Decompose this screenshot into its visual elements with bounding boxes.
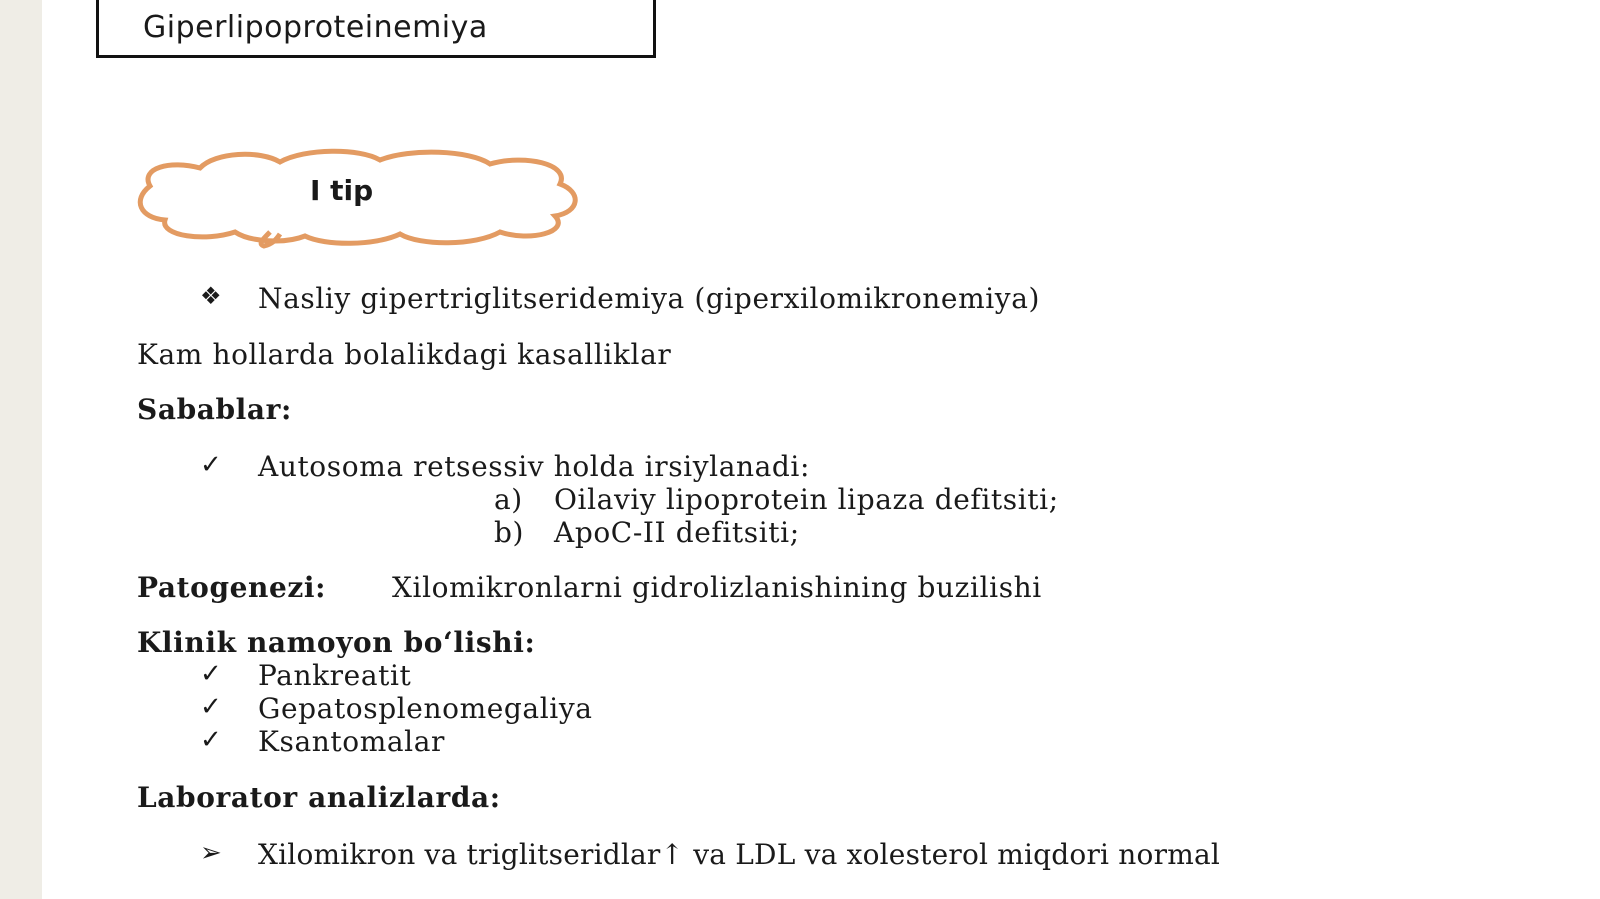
type-badge-label: I tip bbox=[310, 174, 374, 207]
subitem-marker-b: b) bbox=[494, 516, 525, 549]
type-badge-cloud bbox=[130, 146, 586, 250]
lab-item: Xilomikron va triglitseridlar↑ va LDL va xolesterol miqdori normal bbox=[258, 838, 1220, 871]
check-icon: ✓ bbox=[200, 659, 222, 689]
disease-name-line: Nasliy gipertriglitseridemiya (giperxilomikronemiya) bbox=[258, 282, 1041, 315]
slide-title-text: Giperlipoproteinemiya bbox=[143, 9, 488, 45]
subitem-marker-a: a) bbox=[494, 483, 523, 516]
clinical-item: Pankreatit bbox=[258, 659, 412, 692]
intro-line: Kam hollarda bolalikdagi kasalliklar bbox=[137, 338, 672, 371]
subitem-text-a: Oilaviy lipoprotein lipaza defitsiti; bbox=[554, 483, 1059, 516]
check-icon: ✓ bbox=[200, 692, 222, 722]
pathogenesis-text: Xilomikronlarni gidrolizlanishining buzilishi bbox=[392, 571, 1042, 604]
check-icon: ✓ bbox=[200, 450, 222, 480]
clinical-label: Klinik namoyon bo‘lishi: bbox=[137, 626, 536, 659]
slide-title bbox=[96, 0, 656, 58]
clinical-item: Ksantomalar bbox=[258, 725, 446, 758]
check-icon: ✓ bbox=[200, 725, 222, 755]
pathogenesis-label: Patogenezi: bbox=[137, 571, 327, 604]
left-margin-band bbox=[0, 0, 42, 899]
subitem-text-b: ApoC-II defitsiti; bbox=[554, 516, 800, 549]
diamond-bullet-icon: ❖ bbox=[200, 282, 222, 310]
causes-label: Sabablar: bbox=[137, 393, 292, 426]
arrow-bullet-icon: ➢ bbox=[200, 838, 222, 868]
lab-label: Laborator analizlarda: bbox=[137, 781, 501, 814]
cause-item: Autosoma retsessiv holda irsiylanadi: bbox=[258, 450, 811, 483]
clinical-item: Gepatosplenomegaliya bbox=[258, 692, 593, 725]
